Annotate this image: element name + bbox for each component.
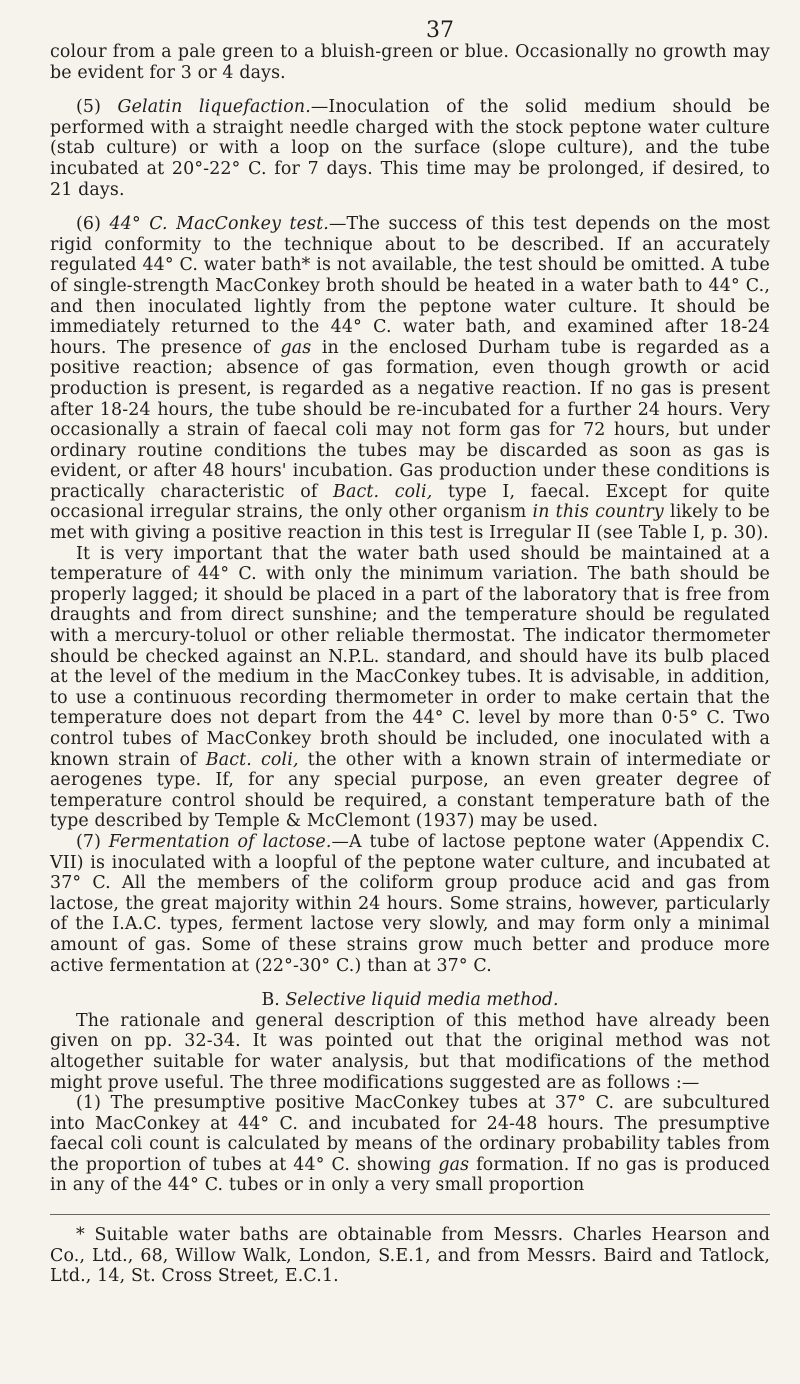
paragraph-text: formation. If no gas is produced in any of the 44° C. tubes or in only a very small proportion <box>50 1154 770 1196</box>
italic-term: Bact. coli, <box>205 749 299 770</box>
continuation-paragraph: colour from a pale green to a bluish-green or blue. Occasionally no growth may be evident for 3 or 4 days. <box>50 42 770 83</box>
paragraph-heading: Fermentation of lactose. <box>108 831 332 852</box>
paragraph-text: in the enclosed Durham tube is regarded as a positive reaction; absence of gas formation, even though growth or acid production is present, is regarded as a negative reaction. If no gas is present after 18-24 hours, the tube should be re-incubated for a further 24 hours. Very occasionally a strain of faecal coli may not form gas for 72 hours, but under ordinary routine conditions the tubes may be discarded as soon as gas is evident, or after 48 hours' incubation. Gas production under these conditions is practically characteristic of <box>50 337 770 502</box>
paragraph-text: —A tube of lactose peptone water (Appendix C. VII) is inoculated with a loopful of the peptone water culture, and incubated at 37° C. All the members of the coliform group produce acid and gas from lactose, the great majority within 24 hours. Some strains, however, particularly of the I.A.C. types, ferment lactose very slowly, and may form only a minimal amount of gas. Some of these strains grow much better and produce more active fermentation at (22°-30° C.) than at 37° C. <box>50 831 771 976</box>
paragraph-text: —The success of this test depends on the most rigid conformity to the technique about to be described. If an accurately regulated 44° C. water bath* is not available, the test should be omitted. A tube of single-strength MacConkey broth should be heated in a water bath to 44° C., and then inoculated lightly from the peptone water culture. It should be immediately returned to the 44° C. water bath, and examined after 18-24 hours. The presence of <box>50 214 770 358</box>
paragraph-text: type I, faecal. Except for quite occasional irregular strains, the only other organism <box>50 481 770 523</box>
paragraph-text: the other with a known strain of intermediate or aerogenes type. If, for any special purpose, an even greater degree of temperature control should be required, a constant temperature bath of the type described by Temple & McClemont (1937) may be used. <box>50 749 770 832</box>
section-label: B. <box>261 990 286 1011</box>
lactose-fermentation-paragraph <box>50 832 770 976</box>
item-number: (5) <box>76 97 118 118</box>
macconkey-test-paragraph <box>50 214 770 544</box>
section-title: Selective liquid media method. <box>285 990 559 1011</box>
section-b-heading <box>50 990 770 1011</box>
paragraph-heading: Gelatin liquefaction. <box>117 97 311 118</box>
italic-term: gas <box>438 1154 470 1175</box>
water-bath-paragraph <box>50 544 770 832</box>
item-number: (7) <box>76 831 109 852</box>
paragraph-text: (1) The presumptive positive MacConkey tubes at 37° C. are subcultured into MacConkey at 44° C. and incubated for 24-48 hours. The presumptive faecal coli count is calculated by means of the ordinary probability tables from the proportion of tubes at 44° C. showing <box>50 1093 770 1175</box>
item-number: (6) <box>76 214 110 235</box>
modification-1-paragraph <box>50 1093 770 1196</box>
footnote <box>50 1225 770 1287</box>
page-number: 37 <box>426 18 454 43</box>
paragraph-text: likely to be met with giving a positive reaction in this test is Irregular II (see Table I, p. 30). <box>50 502 770 544</box>
italic-term: Bact. coli, <box>333 481 433 502</box>
paragraph-heading: 44° C. MacConkey test. <box>109 214 329 235</box>
paragraph-text: It is very important that the water bath used should be maintained at a temperature of 44° C. with only the minimum variation. The bath should be properly lagged; it should be placed in a part of the laboratory that is free from draughts and from direct sunshine; and the temperature should be regulated with a mercury-toluol or other reliable thermostat. The indicator thermometer should be checked against an N.P.L. standard, and should have its bulb placed at the level of the medium in the MacConkey tubes. It is advisable, in addition, to use a continuous recording thermometer in order to make certain that the temperature does not depart from the 44° C. level by more than 0·5° C. Two control tubes of MacConkey broth should be included, one inoculated with a known strain of <box>50 543 770 770</box>
italic-term: in this country <box>532 502 664 523</box>
gelatin-liquefaction-paragraph <box>50 97 770 200</box>
selective-media-paragraph: The rationale and general description of this method have already been given on pp. 32-34. It was pointed out that the original method was not altogether suitable for water analysis, but that modifications of the method might prove useful. The three modifications suggested are as follows :— <box>50 1010 770 1093</box>
footnote-text: * Suitable water baths are obtainable from Messrs. Charles Hearson and Co., Ltd., 68, Willow Walk, London, S.E.1, and from Messrs. Baird and Tatlock, Ltd., 14, St. Cross Street, E.C.1. <box>50 1225 770 1287</box>
paragraph-text: —Inoculation of the solid medium should be performed with a straight needle charged with the stock peptone water culture (stab culture) or with a loop on the surface (slope culture), and the tube incubated at 20°-22° C. for 7 days. This time may be prolonged, if desired, to 21 days. <box>50 97 771 200</box>
italic-term: gas <box>280 337 312 358</box>
footnote-divider <box>50 1214 770 1215</box>
